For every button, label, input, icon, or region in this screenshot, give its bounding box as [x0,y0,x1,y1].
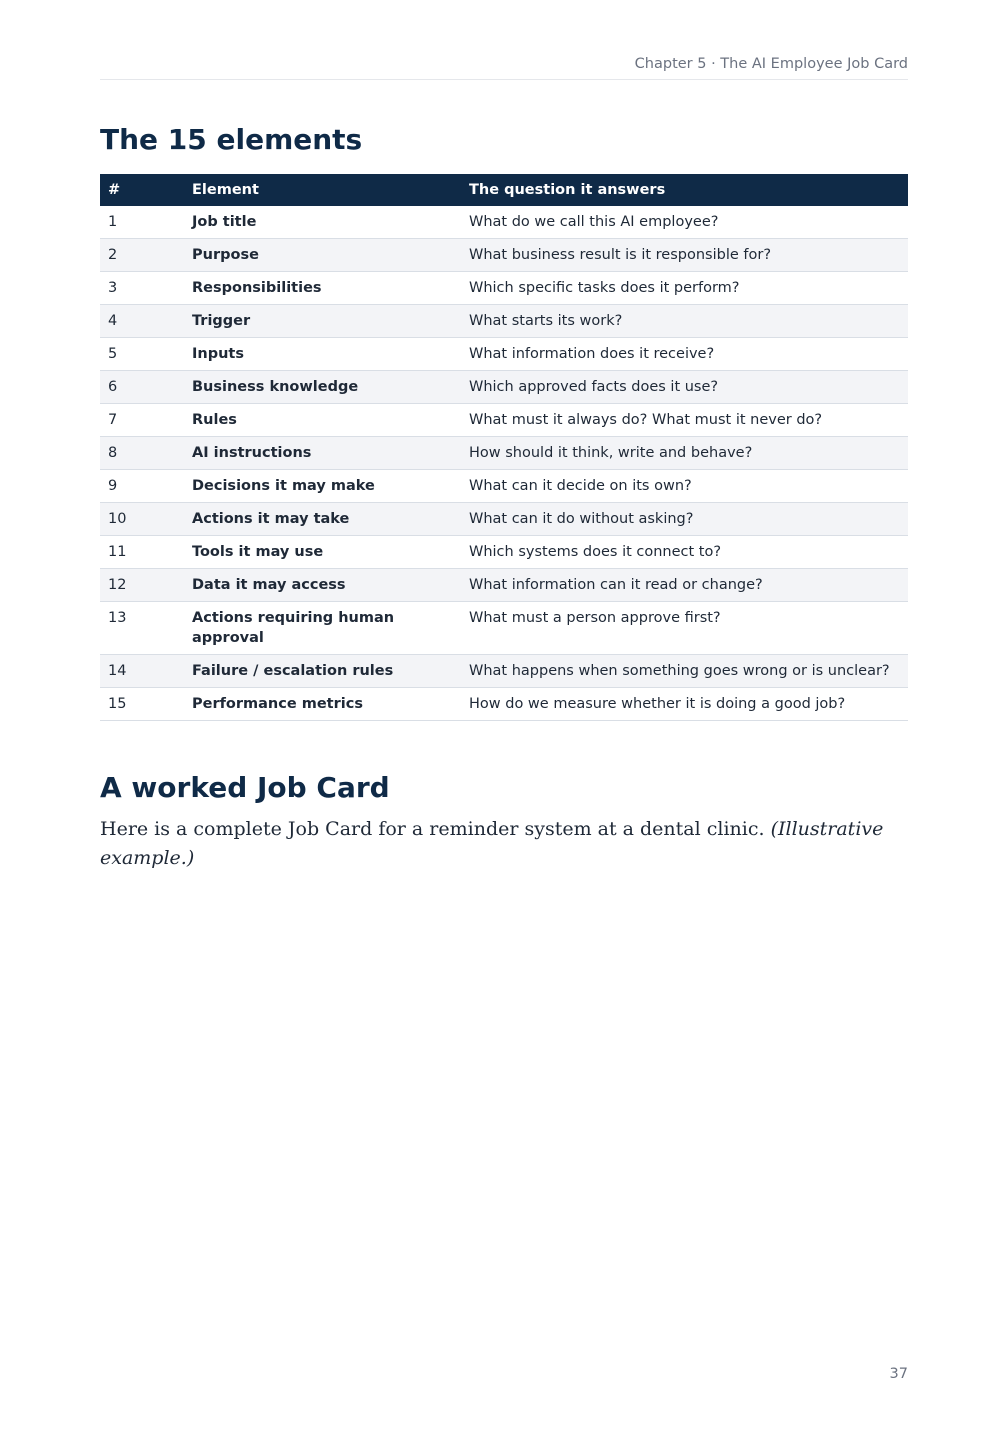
cell-number: 5 [100,338,184,371]
table-row [100,536,908,569]
table-header-row [100,174,908,206]
table-row [100,503,908,536]
cell-question: What can it do without asking? [461,503,908,536]
cell-question: What do we call this AI employee? [461,206,908,239]
cell-element: AI instructions [184,437,461,470]
cell-question: What information does it receive? [461,338,908,371]
running-header: Chapter 5 · The AI Employee Job Card [634,56,908,72]
cell-question: What must a person approve first? [461,602,908,655]
column-header-number: # [108,182,121,198]
table-row [100,338,908,371]
cell-question: Which systems does it connect to? [461,536,908,569]
cell-question: What information can it read or change? [461,569,908,602]
column-header-element: Element [192,182,259,198]
cell-number: 15 [100,688,184,721]
cell-number: 3 [100,272,184,305]
cell-question: Which approved facts does it use? [461,371,908,404]
table-row [100,404,908,437]
document-page [100,0,908,1440]
table-body [100,206,908,721]
cell-element: Purpose [184,239,461,272]
cell-element: Business knowledge [184,371,461,404]
table-row [100,272,908,305]
cell-element: Actions requiring human approval [184,602,461,655]
cell-element: Failure / escalation rules [184,655,461,688]
column-header-question: The question it answers [469,182,666,198]
cell-number: 12 [100,569,184,602]
intro-paragraph [100,815,908,873]
table-header [100,174,908,206]
cell-number: 8 [100,437,184,470]
cell-question: How do we measure whether it is doing a good job? [461,688,908,721]
cell-number: 4 [100,305,184,338]
cell-element: Tools it may use [184,536,461,569]
cell-number: 7 [100,404,184,437]
cell-element: Data it may access [184,569,461,602]
cell-number: 11 [100,536,184,569]
section-heading-elements: The 15 elements [100,123,363,156]
table-row [100,602,908,655]
cell-number: 13 [100,602,184,655]
cell-question: What business result is it responsible for? [461,239,908,272]
table-row [100,239,908,272]
cell-number: 9 [100,470,184,503]
cell-element: Rules [184,404,461,437]
cell-element: Performance metrics [184,688,461,721]
cell-number: 10 [100,503,184,536]
cell-element: Responsibilities [184,272,461,305]
cell-element: Decisions it may make [184,470,461,503]
cell-number: 1 [100,206,184,239]
section-heading-worked-job-card: A worked Job Card [100,771,390,804]
cell-number: 14 [100,655,184,688]
cell-question: How should it think, write and behave? [461,437,908,470]
table-row [100,655,908,688]
page-number: 37 [889,1366,908,1382]
cell-number: 6 [100,371,184,404]
table-row [100,437,908,470]
cell-number: 2 [100,239,184,272]
cell-question: Which specific tasks does it perform? [461,272,908,305]
header-divider [100,79,908,80]
table-row [100,569,908,602]
intro-text: Here is a complete Job Card for a reminder system at a dental clinic. [100,818,765,840]
cell-question: What starts its work? [461,305,908,338]
table-row [100,470,908,503]
elements-table [100,174,908,721]
table-row [100,206,908,239]
table-row [100,371,908,404]
cell-element: Inputs [184,338,461,371]
cell-question: What happens when something goes wrong or is unclear? [461,655,908,688]
cell-question: What must it always do? What must it never do? [461,404,908,437]
cell-element: Trigger [184,305,461,338]
table-row [100,305,908,338]
cell-element: Job title [184,206,461,239]
cell-question: What can it decide on its own? [461,470,908,503]
table-row [100,688,908,721]
intro-note: (Illustrative example.) [100,818,884,869]
cell-element: Actions it may take [184,503,461,536]
